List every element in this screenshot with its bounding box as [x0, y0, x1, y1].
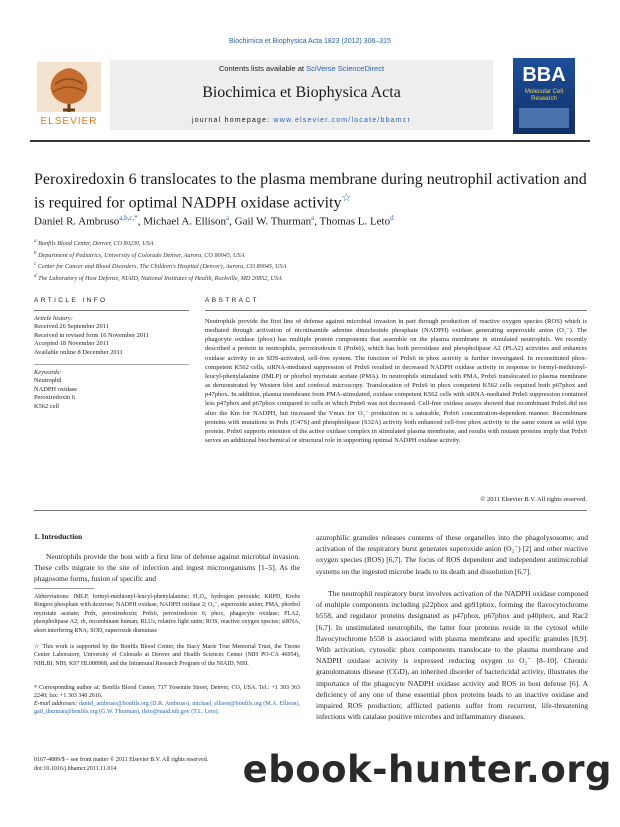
affiliation-item: $^c$ Center for Cancer and Blood Disorders, The Children's Hospital (Denver), Aurora, CO 80045, USA — [34, 261, 287, 271]
author-name: Michael A. Ellison — [143, 215, 227, 228]
right-column-paragraph: The neutrophil respiratory burst involves activation of the NADPH oxidase composed of multiple components including p22phox and gp91phox, forming the flavocytochrome b558, and regulator proteins designated as p47phox, p67phox and p40phox, and Rac2 [6,7]. In unstimulated neutrophils, the latter four proteins reside in the cytosol while flavocytochrome b558 is associated with plasma membrane and specific granules [8,9]. With activation, cytosolic phox components translocate to the plasma membrane and NADPH oxidase activity is expressed reducing oxygen to O₂⁻ [8–10]. Chronic granulomatous disease (CGD), an inherited disorder of bactericidal activity, illustrates the importance of the phagocyte NADPH oxidase activity and ROS in host defense [6]. A deficiency of any one of these essential phox proteins leads to an inactive oxidase and impaired ROS production; afflicted patients suffer from recurrent, life-threatening infections with catalase positive microbes and inflammatory diseases. — [316, 589, 588, 722]
doi-link[interactable]: doi:10.1016/j.bbamcr.2011.11.014 — [34, 766, 117, 772]
history-label: Article history: — [34, 315, 73, 322]
keyword-item: Neutrophil — [34, 377, 62, 385]
homepage-prefix: journal homepage: — [191, 117, 274, 124]
keyword-item: NADPH oxidase — [34, 385, 78, 393]
corresponding-footnote: * Corresponding author at: Bonfils Blood Center, 717 Yosemite Street, Denver, CO, USA. Tel.: +1 303 363 2240; fax: +1 303 340 2616. — [34, 685, 300, 700]
intro-paragraph: Neutrophils provide the host with a first line of defense against microbial invasion. These cells migrate to the site of infection and ingest microorganisms [1–5]. As the phagosome forms, fusion of specific and — [34, 552, 300, 584]
article-history — [34, 315, 194, 357]
abbreviations-footnote: Abbreviations: fMLP, formyl-methionyl-leucyl-phenylalanine; H₂O₂, hydrogen peroxide; KRPD, Krebs Ringers phosphate with dextrose; NADPH oxidase, NADPH oxidase 2; O₂⁻, superoxide anion; PMA, phorbol myristate acetate; Prdx, peroxiredoxin; Prdx6, peroxiredoxin 6; phox, phagocyte oxidase; PLA2, phospholipase A2; rh, recombinant human; RLUs, relative light units; ROS, reactive oxygen species; siRNA, short interfering RNA; SOD, superoxide dismutase — [34, 594, 300, 634]
author-name: Gail W. Thurman — [234, 215, 312, 228]
abstract-text: Neutrophils provide the first line of defense against microbial invasion in part through production of reactive oxygen species (ROS) which is mediated through activation of nicotinamide adenine dinucleotide phosphate (NADPH) oxidase generating superoxide anion (O₂⁻). The phagocyte oxidase (phox) has multiple protein components that assemble on the plasma membrane in stimulated neutrophils. We recently described a protein in neutrophils, peroxiredoxin 6 (Prdx6), which has both peroxidase and phospholipase A2 (PLA2) activities and enhances oxidase activity in an SDS-activated, cell-free system. The function of Prdx6 in phox activity is further investigated. In reconstituted phox-competent K562 cells, siRNA-mediated suppression of Prdx6 resulted in decreased NADPH oxidase activity in response to formyl-methionyl-leucyl-phenylalanine (fMLP) or phorbol myristate acetate (PMA). In neutrophils stimulated with PMA, Prdx6 translocated to plasma membrane as demonstrated by Western blot and confocal microscopy. Translocation of Prdx6 in phox competent K562 cells required both p67phox and p47phox. In addition, plasma membrane from PMA-stimulated, oxidase competent K562 cells with siRNA-mediated Prdx6 suppression contained less p47phox and p67phox compared to cells in which Prdx6 was not decreased. Cell-free oxidase assays showed that recombinant Prdx6 did not alter the Km for NADPH, but increased the Vmax for O₂⁻ production in a saturable, Prdx6 concentration-dependent manner. Recombinant proteins with mutations in Prdx (C47S) and phospholipase (S32A) activity both enhanced cell-free phox activity to the same extent as wild type protein. Prdx6 supports retention of the active oxidase complex in stimulated plasma membrane, and results with mutant proteins imply that Prdx6 serves an additional biochemical or structural role in supporting optimal NADPH oxidase activity. — [205, 318, 587, 445]
history-item: Received in revised form 16 November 2011 — [34, 331, 150, 339]
issn-line: 0167-4889/$ – see front matter © 2011 Elsevier B.V. All rights reserved. — [34, 757, 209, 763]
journal-title: Biochimica et Biophysica Acta — [202, 84, 401, 101]
affiliation-item: $^d$ The Laboratory of Host Defense, NIAID, National Institutes of Health, Rockville, MD 20852, USA — [34, 272, 282, 282]
author-affiliation-mark[interactable]: a — [226, 214, 230, 222]
affiliation-item: $^a$ Bonfils Blood Center, Denver, CO 80230, USA — [34, 238, 154, 248]
footnote-rule — [34, 588, 94, 589]
author-name: Thomas L. Leto — [319, 215, 391, 228]
abstract-rule — [205, 310, 587, 311]
author-name: Daniel R. Ambruso — [34, 215, 120, 228]
article-title — [34, 170, 594, 212]
keywords-label: Keywords: — [34, 369, 62, 376]
journal-homepage — [110, 117, 493, 124]
keyword-item: K562 cell — [34, 402, 60, 410]
elsevier-logo — [33, 60, 105, 132]
keywords — [34, 369, 194, 411]
watermark: ebook-hunter.org — [242, 748, 612, 791]
article-info-heading: ARTICLE INFO — [34, 297, 108, 304]
affiliations — [34, 237, 594, 283]
header-rule — [30, 140, 590, 142]
title-footnote-mark[interactable]: ☆ — [341, 192, 352, 204]
email-addresses[interactable]: daniel_ambruso@bonfils.org (D.R. Ambruso), michael_ellison@bonfils.org (M.A. Ellison), gail_thurman@bonfils.org (G.W. Thurman), tleto@niaid.nih.gov (T.L. Leto). — [34, 701, 301, 716]
cover-image — [519, 108, 569, 128]
affiliation-item: $^b$ Department of Pediatrics, University of Colorado Denver, Aurora, CO 80045, USA — [34, 249, 245, 259]
email-footnote — [34, 700, 300, 717]
history-item: Received 26 September 2011 — [34, 323, 109, 331]
funding-footnote: ☆ This work is supported by the Bonfils Blood Center, the Stacy Marie True Memorial Trust, the Tisone Center Laboratory, University of Colorado at Denver and Health Sciences Center (NIH PO-CA 46954), NHLBI, NIH, K07 HL088968, and the Intramural Research Program of the NIAID, NIH. — [34, 644, 300, 667]
article-info-rule — [34, 310, 189, 311]
cover-subtitle: Molecular Cell Research — [524, 89, 563, 102]
sciencedirect-link[interactable]: SciVerse ScienceDirect — [306, 64, 385, 73]
abstract-copyright: © 2011 Elsevier B.V. All rights reserved. — [480, 496, 587, 503]
article-title-text: Peroxiredoxin 6 translocates to the plasma membrane during neutrophil activation and is required for optimal NADPH oxidase activity — [34, 171, 587, 212]
history-item: Accepted 18 November 2011 — [34, 340, 109, 348]
right-column-paragraph: azurophilic granules releases contents of these organelles into the phagolysosome; and activation of the respiratory burst generates superoxide anion (O₂⁻) [2] and other reactive oxygen species (ROS) [6,7]. The focus of ROS dependent and independent antimicrobial systems on the ingested microbe leads to its death and dissolution [6,7]. — [316, 533, 588, 576]
journal-cover — [513, 58, 575, 134]
elsevier-wordmark: ELSEVIER — [40, 116, 98, 127]
abstract-heading: ABSTRACT — [205, 297, 259, 304]
author-affiliation-mark[interactable]: d — [390, 214, 394, 222]
intro-heading: 1. Introduction — [34, 532, 83, 541]
contents-prefix: Contents lists available at — [218, 64, 307, 73]
author-affiliation-mark[interactable]: a,b,c,* — [119, 214, 138, 222]
journal-citation[interactable]: Biochimica et Biophysica Acta 1823 (2012) 306–315 — [229, 38, 391, 45]
contents-line — [110, 64, 493, 73]
abstract-bottom-rule — [34, 510, 587, 511]
keyword-item: Peroxiredoxin 6 — [34, 394, 75, 402]
history-item: Available online 8 December 2011 — [34, 348, 123, 356]
keywords-rule — [34, 364, 189, 365]
cover-title: BBA — [522, 64, 566, 86]
author-affiliation-mark[interactable]: a — [311, 214, 315, 222]
homepage-link[interactable]: www.elsevier.com/locate/bbamcr — [273, 117, 412, 124]
email-label: E-mail addresses: — [34, 701, 78, 707]
author-list: Daniel R. Ambruso$^{a,b,c,*}$, Michael A. Ellison$^a$, Gail W. Thurman$^a$, Thomas L. Leto$^d$ — [34, 214, 394, 228]
